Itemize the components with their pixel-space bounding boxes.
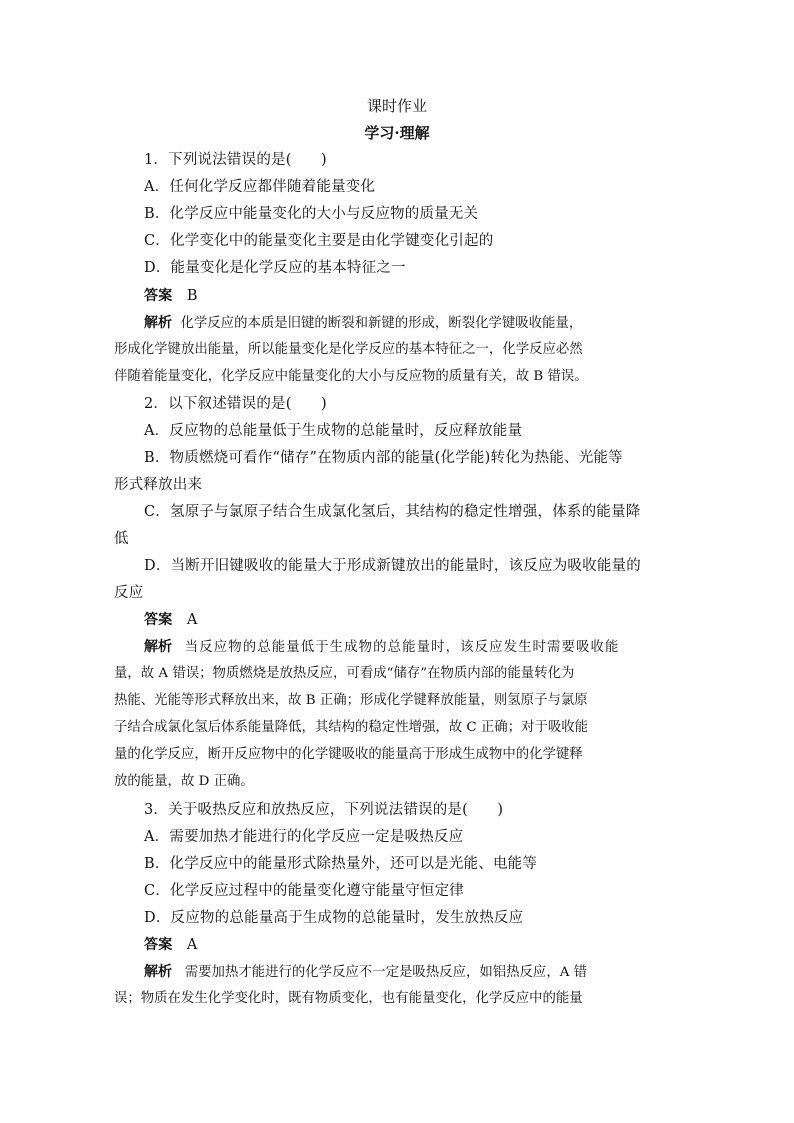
q3-option-c: C．化学反应过程中的能量变化遵守能量守恒定律: [144, 883, 464, 899]
q2-option-d-line-1: D．当断开旧键吸收的能量大于形成新键放出的能量时，该反应为吸收能量的: [144, 558, 641, 574]
q2-analysis-line-2: 量，故 A 错误；物质燃烧是放热反应，可看成“储存”在物质内部的能量转化为: [114, 666, 575, 681]
q1-analysis-line-2: 形成化学键放出能量，所以能量变化是化学反应的基本特征之一，化学反应必然: [114, 342, 583, 357]
analysis-label: 解析: [144, 315, 172, 331]
q2-analysis-text-1: 当反应物的总能量低于生成物的总能量时，该反应发生时需要吸收能: [184, 640, 620, 655]
q2-option-d-line-2: 反应: [114, 585, 144, 601]
q3-answer-value: A: [186, 937, 198, 953]
q2-option-c-line-1: C．氢原子与氯原子结合生成氯化氢后，其结构的稳定性增强，体系的能量降: [144, 504, 641, 520]
q2-option-b-line-1: B．物质燃烧可看作“储存”在物质内部的能量(化学能)转化为热能、光能等: [144, 450, 623, 466]
q2-stem: 2．以下叙述错误的是( ): [144, 396, 327, 412]
q3-option-a: A．需要加热才能进行的化学反应一定是吸热反应: [144, 829, 464, 845]
q3-analysis-line-2: 误；物质在发生化学变化时，既有物质变化，也有能量变化，化学反应中的能量: [114, 991, 583, 1006]
analysis-label: 解析: [144, 964, 172, 980]
answer-label: 答案: [144, 937, 173, 953]
q1-option-c: C．化学变化中的能量变化主要是由化学键变化引起的: [144, 233, 494, 249]
q2-analysis-line-6: 放的能量，故 D 正确。: [114, 774, 254, 789]
q2-analysis-line-3: 热能、光能等形式释放出来，故 B 正确；形成化学键释放能量，则氢原子与氯原: [114, 693, 588, 708]
q3-stem: 3．关于吸热反应和放热反应，下列说法错误的是( ): [144, 802, 504, 818]
q2-answer-value: A: [186, 612, 198, 628]
q3-option-b: B．化学反应中的能量形式除热量外，还可以是光能、电能等: [144, 856, 538, 872]
q2-analysis-line-4: 子结合成氯化氢后体系能量降低，其结构的稳定性增强，故 C 正确；对于吸收能: [114, 720, 589, 735]
analysis-label: 解析: [144, 639, 172, 655]
q2-analysis-line-1: [144, 637, 680, 658]
q1-answer-line: [144, 286, 680, 306]
q3-option-d: D．反应物的总能量高于生成物的总能量时，发生放热反应: [144, 910, 524, 926]
q2-option-c-line-2: 低: [114, 531, 129, 547]
answer-label: 答案: [144, 288, 173, 304]
q3-analysis-text-1: 需要加热才能进行的化学反应不一定是吸热反应，如铝热反应，A 错: [184, 965, 588, 980]
q1-option-d: D．能量变化是化学反应的基本特征之一: [144, 260, 406, 276]
q3-analysis-line-1: [144, 962, 680, 983]
q2-option-b-line-2: 形式释放出来: [114, 477, 203, 493]
q2-option-a: A．反应物的总能量低于生成物的总能量时，反应释放能量: [144, 423, 523, 439]
answer-label: 答案: [144, 612, 173, 628]
q1-option-b: B．化学反应中能量变化的大小与反应物的质量无关: [144, 206, 479, 222]
q2-analysis-line-5: 量的化学反应，断开反应物中的化学键吸收的能量高于形成生成物中的化学键释: [114, 747, 583, 762]
q2-answer-line: [144, 610, 680, 630]
section-subtitle: 学习·理解: [364, 124, 430, 142]
q1-analysis-line-3: 伴随着能量变化，化学反应中能量变化的大小与反应物的质量有关，故 B 错误。: [114, 369, 588, 384]
q1-option-a: A．任何化学反应都伴随着能量变化: [144, 179, 376, 195]
q3-answer-line: [144, 935, 680, 955]
q1-analysis-line-1: [144, 313, 680, 334]
page-title: 课时作业: [366, 97, 427, 115]
q1-stem: 1．下列说法错误的是( ): [144, 152, 327, 168]
q1-analysis-text-1: 化学反应的本质是旧键的断裂和新键的形成，断裂化学键吸收能量，: [180, 316, 583, 331]
q1-answer-value: B: [186, 288, 198, 304]
